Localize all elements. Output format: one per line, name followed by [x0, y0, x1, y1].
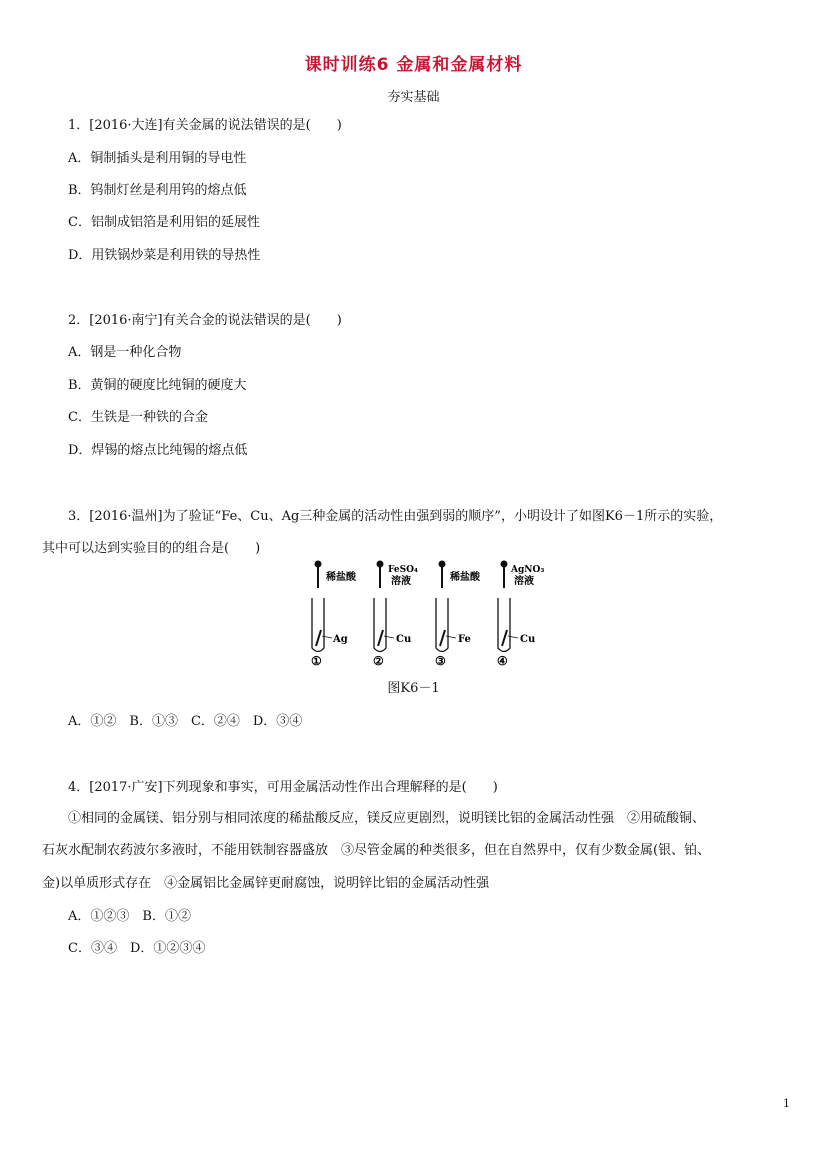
question-2-option-a: A．钢是一种化合物 [68, 345, 182, 360]
test-tube-2 [373, 561, 418, 669]
tube-number-3: ③ [435, 654, 446, 668]
section-heading: 夯实基础 [387, 90, 440, 105]
question-3-options: A．①② B．①③ C．②④ D．③④ [68, 714, 303, 729]
dropper-bulb-icon [377, 561, 384, 568]
question-2-stem: 2．[2016·南宁]有关合金的说法错误的是( ) [68, 313, 342, 328]
question-1-stem: 1．[2016·大连]有关金属的说法错误的是( ) [68, 118, 342, 133]
reagent-label-3: 稀盐酸 [450, 572, 480, 583]
metal-label-2: Cu [396, 634, 412, 645]
metal-label-1: Ag [333, 634, 348, 645]
dropper-bulb-icon [439, 561, 446, 568]
question-1-option-c: C．铝制成铝箔是利用铝的延展性 [68, 215, 260, 230]
dropper-bulb-icon [501, 561, 508, 568]
tube-number-1: ① [311, 654, 322, 668]
question-4-body-line2: 石灰水配制农药波尔多液时，不能用铁制容器盛放 ③尽管金属的种类很多，但在自然界中，仅有少数金属(银、铂、 [42, 843, 711, 858]
page-number: 1 [783, 1097, 790, 1110]
question-4-body-line1: ①相同的金属镁、铝分别与相同浓度的稀盐酸反应，镁反应更剧烈，说明镁比铝的金属活动性强 ②用硫酸铜、 [68, 811, 706, 826]
test-tube-4 [497, 561, 544, 669]
tube-icon [312, 598, 324, 652]
reagent-label-4-line2: 溶液 [514, 576, 534, 587]
question-4-options-line2: C．③④ D．①②③④ [68, 941, 206, 956]
reagent-label-2-line1: FeSO₄ [388, 565, 418, 575]
test-tube-3 [435, 561, 481, 669]
test-tube-1 [311, 561, 357, 669]
tube-icon [498, 598, 510, 652]
reagent-label-1: 稀盐酸 [326, 572, 356, 583]
question-4-stem: 4．[2017·广安]下列现象和事实，可用金属活动性作出合理解释的是( ) [68, 780, 498, 795]
metal-label-4: Cu [520, 634, 536, 645]
dropper-bulb-icon [315, 561, 322, 568]
metal-strip-icon [316, 630, 321, 646]
question-4-body-line3: 金)以单质形式存在 ④金属铝比金属锌更耐腐蚀，说明锌比铝的金属活动性强 [42, 876, 490, 891]
metal-strip-icon [502, 630, 507, 646]
page-title: 课时训练6 金属和金属材料 [304, 55, 523, 75]
question-1-option-a: A．铜制插头是利用铜的导电性 [68, 151, 247, 166]
question-2-option-c: C．生铁是一种铁的合金 [68, 410, 208, 425]
metal-label-3: Fe [458, 634, 471, 645]
question-2-option-d: D．焊锡的熔点比纯锡的熔点低 [68, 443, 248, 458]
figure-caption: 图K6－1 [387, 681, 440, 696]
metal-strip-icon [378, 630, 383, 646]
reagent-label-4-line1: AgNO₃ [511, 565, 545, 575]
reagent-label-2-line2: 溶液 [391, 576, 411, 587]
question-1-option-b: B．钨制灯丝是利用钨的熔点低 [68, 183, 247, 198]
tube-number-2: ② [373, 654, 384, 668]
tube-number-4: ④ [497, 654, 508, 668]
question-2-option-b: B．黄铜的硬度比纯铜的硬度大 [68, 378, 247, 393]
tube-icon [436, 598, 448, 652]
question-1-option-d: D．用铁锅炒菜是利用铁的导热性 [68, 248, 261, 263]
question-4-options-line1: A．①②③ B．①② [68, 909, 191, 924]
question-3-stem-line1: 3．[2016·温州]为了验证“Fe、Cu、Ag三种金属的活动性由强到弱的顺序”，小明设计了如图K6－1所示的实验， [68, 509, 723, 524]
test-tube-figure [300, 558, 545, 670]
question-3-stem-line2: 其中可以达到实验目的的组合是( ) [42, 541, 261, 556]
metal-strip-icon [440, 630, 445, 646]
tube-icon [374, 598, 386, 652]
